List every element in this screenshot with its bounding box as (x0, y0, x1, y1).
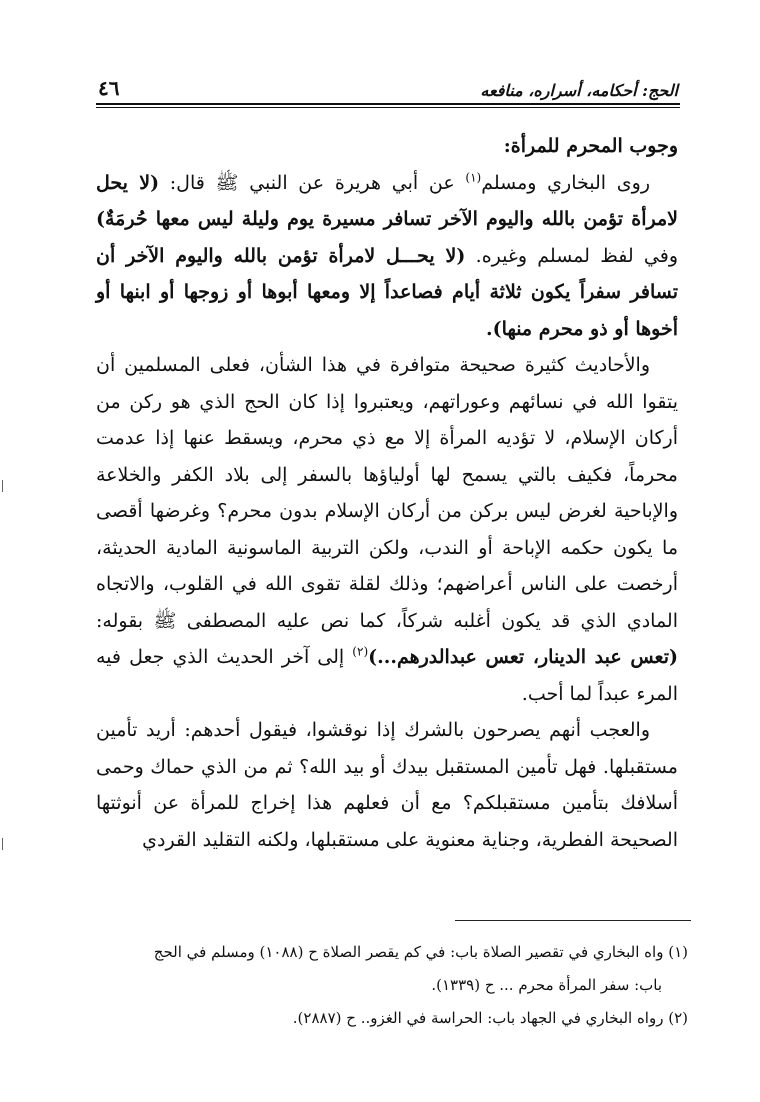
footnote-1-line-2: باب: سفر المرأة محرم ... ح (١٣٣٩). (431, 976, 662, 994)
p1-text-b: عن أبي هريرة عن النبي ﷺ قال: (159, 171, 466, 194)
footnote-rule (455, 920, 691, 921)
p1-text-a: روى البخاري ومسلم (481, 171, 651, 194)
paragraph-3: والعجب أنهم يصرحون بالشرك إذا نوقشوا، فيقول أحدهم: أريد تأمين مستقبلها. فهل تأمين المستقبل بيدك أو بيد الله؟ ثم من الذي حماك وحمى أسلافك بتأمين مستقبلكم؟ مع أن فعلهم هذا إخراج للمرأة عن أنوثتها الصحيحة الفطرية، وجناية معنوية على مستقبلها، ولكنه التقليد القردي (96, 719, 678, 851)
header-rule-thin (96, 107, 680, 108)
header-rule (96, 103, 680, 105)
p1-text-c: وفي لفظ لمسلم وغيره. (465, 244, 679, 267)
running-header (98, 72, 678, 100)
running-title: الحج: أحكامه، أسراره، منافعه (480, 81, 678, 100)
footnote-ref-1: (١) (465, 170, 482, 185)
paragraph-2 (96, 347, 678, 712)
footnote-ref-2: (٢) (352, 644, 369, 659)
hadith-quote-2: (لا يحـــل لامرأة تؤمن بالله واليوم الآخر أن تسافر سفراً يكون ثلاثة أيام فصاعداً إلا ومعها أبوها أو زوجها أو ابنها أو أخوها أو ذو محرم منها). (96, 244, 678, 340)
main-text (96, 128, 678, 858)
hadith-quote-3: (تعس عبد الدينار، تعس عبدالدرهم...) (368, 646, 679, 668)
page-number: ٤٦ (98, 76, 120, 100)
hadith-quote-1: (لا يحل لامرأة تؤمن بالله واليوم الآخر تسافر مسيرة يوم وليلة ليس معها حُرمَةٌ) (96, 171, 678, 230)
paragraph-1 (96, 165, 678, 348)
section-heading: وجوب المحرم للمرأة: (503, 135, 678, 157)
footnote-2: (٢) رواه البخاري في الجهاد باب: الحراسة في الغزو.. ح (٢٨٨٧). (292, 1009, 688, 1027)
scan-edge-mark (2, 838, 3, 850)
p2-text-a: والأحاديث كثيرة صحيحة متوافرة في هذا الشأن، فعلى المسلمين أن يتقوا الله في نسائهم وعوراتهم، ويعتبروا إذا كان الحج الذي هو ركن من أركان الإسلام، لا تؤديه المرأة إلا مع ذي محرم، ويسقط عنها إذا عدمت محرماً، فكيف بالتي يسمح لها أولياؤها بالسفر إلى بلاد الكفر والخلاعة والإباحية لغرض ليس بركن من أركان الإسلام بدون محرم؟ وغرضها أقصى ما يكون حكمه الإباحة أو الندب، ولكن التربية الماسونية المادية الحديثة، أرخصت على الناس أعراضهم؛ وذلك لقلة تقوى الله في القلوب، والاتجاه المادي الذي قد يكون أغلبه شركاً، كما نص عليه المصطفى ﷺ بقوله: (96, 354, 678, 632)
scan-edge-mark (2, 480, 3, 492)
footnotes (96, 936, 688, 1035)
footnote-1-line-1: (١) واه البخاري في تقصير الصلاة باب: في كم يقصر الصلاة ح (١٠٨٨) ومسلم في الحج (153, 943, 688, 961)
p2-text-b: إلى آخر الحديث الذي جعل فيه المرء عبداً لما أحب. (96, 646, 678, 705)
